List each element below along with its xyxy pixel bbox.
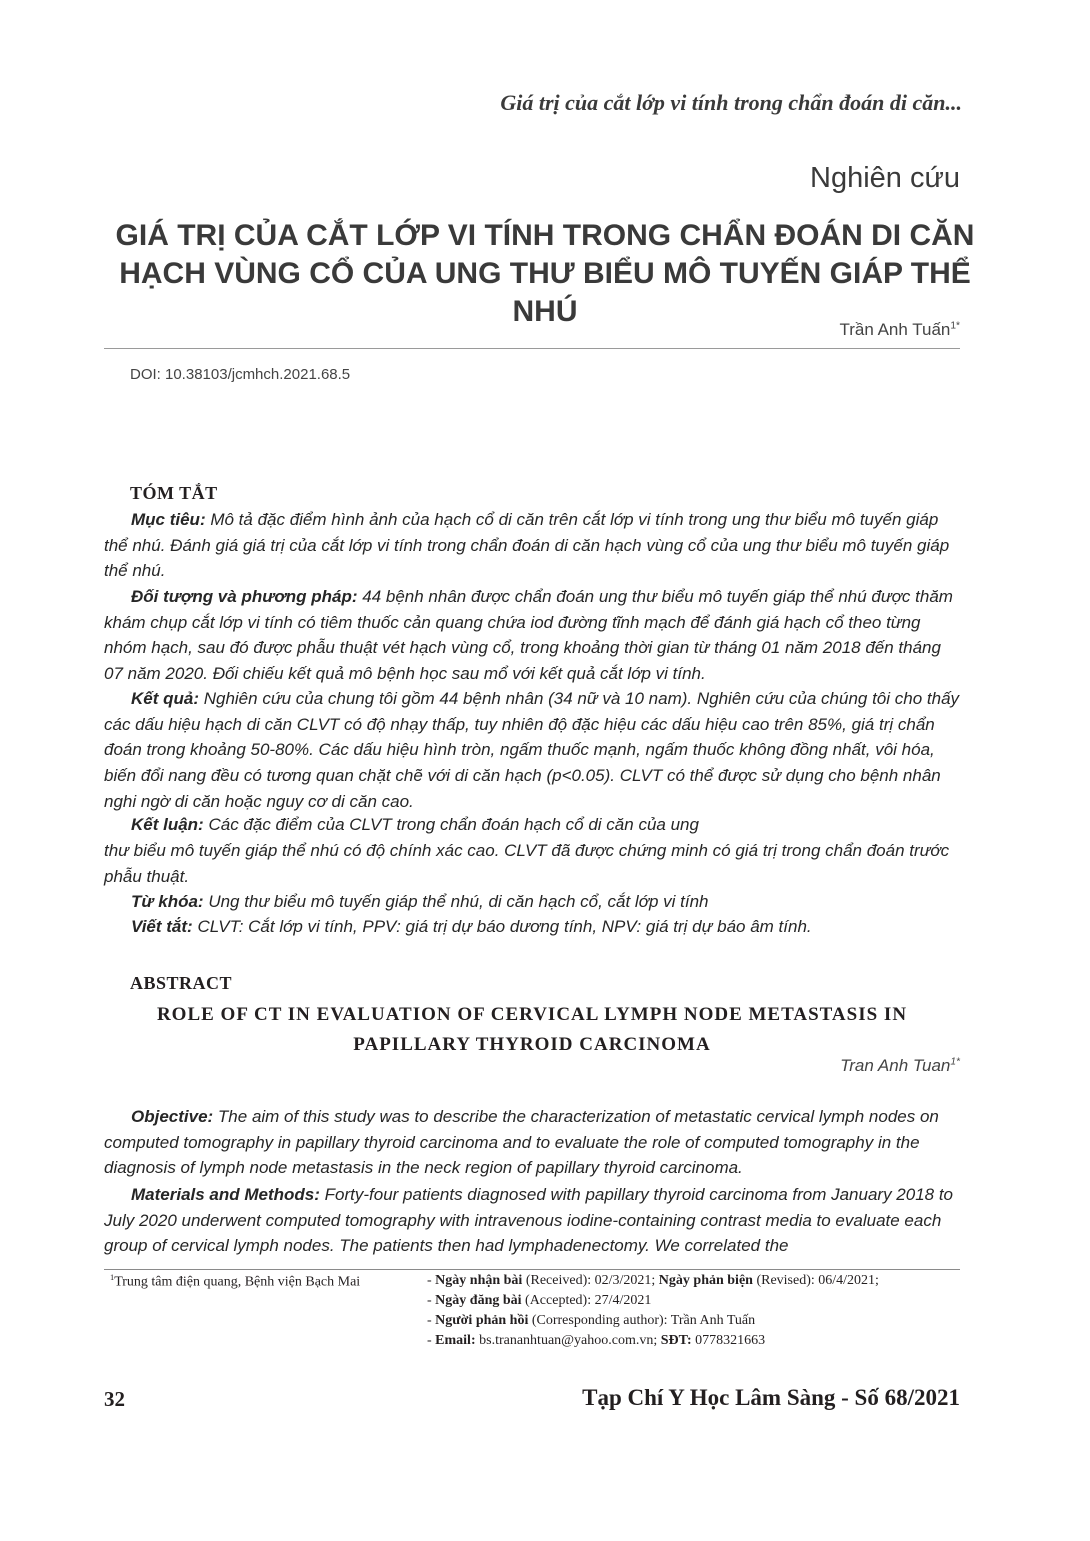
article-title-en <box>104 1000 960 1060</box>
footnote-dash: - <box>427 1333 436 1348</box>
doi: DOI: 10.38103/jcmhch.2021.68.5 <box>130 366 351 383</box>
paragraph-tu-khoa <box>104 889 960 915</box>
affiliation-sup: 1 <box>110 1273 115 1282</box>
running-header: Giá trị của cắt lớp vi tính trong chẩn đoán di căn... <box>500 90 962 115</box>
paragraph-viet-tat <box>104 914 960 940</box>
page-number: 32 <box>104 1387 125 1411</box>
title-en-line-1: ROLE OF CT IN EVALUATION OF CERVICAL LYMPH NODE METASTASIS IN <box>156 1004 908 1025</box>
muc-tieu-key: Mục tiêu: <box>131 510 206 529</box>
title-en-line-2: PAPILLARY THYROID CARCINOMA <box>353 1034 711 1055</box>
accepted-key: Ngày đăng bài <box>435 1293 522 1308</box>
received-key: Ngày nhận bài <box>435 1273 523 1288</box>
footnote-dash: - <box>427 1293 436 1308</box>
objective-text: The aim of this study was to describe the characterization of metastatic cervical lymph nodes on computed tomography in papillary thyroid carcinoma and to evaluate the role of computed tomography in the diagnosis of lymph node metastasis in the neck region of papillary thyroid carcinoma. <box>104 1107 939 1178</box>
corresponding-key: Người phản hồi <box>435 1313 529 1328</box>
author-vn <box>839 320 960 340</box>
muc-tieu-text: Mô tả đặc điểm hình ảnh của hạch cổ di căn trên cắt lớp vi tính trong ung thư biểu mô tuyến giáp thể nhú. Đánh giá giá trị của cắt lớp vi tính trong chẩn đoán di căn hạch vùng cổ của ung thư biểu mô tuyến giáp thể nhú. <box>104 510 950 581</box>
paragraph-ket-luan <box>104 812 960 838</box>
viet-tat-key: Viết tắt: <box>131 917 193 936</box>
viet-tat-text: CLVT: Cắt lớp vi tính, PPV: giá trị dự báo dương tính, NPV: giá trị dự báo âm tính. <box>192 917 812 936</box>
methods-key: Materials and Methods: <box>131 1185 320 1204</box>
ket-luan-key: Kết luận: <box>131 815 204 834</box>
phone-text: 0778321663 <box>691 1333 766 1348</box>
title-vn-line-1: GIÁ TRỊ CỦA CẮT LỚP VI TÍNH TRONG CHẨN ĐOÁN DI CĂN <box>115 219 975 252</box>
footnote-accepted <box>427 1293 651 1309</box>
revised-text: (Revised): 06/4/2021; <box>752 1273 879 1288</box>
journal-name: Tạp Chí Y Học Lâm Sàng - Số 68/2021 <box>582 1385 960 1410</box>
paragraph-methods <box>104 1182 960 1259</box>
article-title-vn <box>100 217 990 331</box>
objective-key: Objective: <box>131 1107 214 1126</box>
ket-qua-text: Nghiên cứu của chung tôi gồm 44 bệnh nhân (34 nữ và 10 nam). Nghiên cứu của chúng tôi cho thấy các dấu hiệu hạch di căn CLVT có độ nhạy thấp, tuy nhiên độ đặc hiệu các dấu hiệu cao trên 85%, giá trị chẩn đoán trong khoảng 50-80%. Các dấu hiệu hình tròn, ngấm thuốc mạnh, ngấm thuốc không đồng nhất, vôi hóa, biến đổi nang đều có tương quan chặt chẽ với di căn hạch (p<0.05). CLVT có thể được sử dụng cho bệnh nhân nghi ngờ di căn hoặc nguy cơ di căn cao. <box>104 689 960 811</box>
email-text: bs.trananhtuan@yahoo.com.vn; <box>475 1333 661 1348</box>
author-vn-name: Trần Anh Tuấn <box>839 320 951 339</box>
ket-luan-text: Các đặc điểm của CLVT trong chẩn đoán hạch cổ di căn của ung <box>203 815 699 834</box>
doi-tuong-key: Đối tượng và phương pháp: <box>131 587 358 606</box>
doi-tuong-text: 44 bệnh nhân được chẩn đoán ung thư biểu mô tuyến giáp thể nhú được thăm khám chụp cắt lớp vi tính có tiêm thuốc cản quang chứa iod đường tĩnh mạch để đánh giá hạch cổ theo từng nhóm hạch, sau đó được phẫu thuật vét hạch vùng cổ, trong khoảng thời gian từ tháng 01 năm 2018 đến tháng 07 năm 2020. Đối chiếu kết quả mô bệnh học sau mổ với kết quả cắt lớp vi tính. <box>104 587 953 684</box>
affiliation-footnote <box>110 1273 360 1291</box>
phone-key: SĐT: <box>660 1333 692 1348</box>
received-text: (Received): 02/3/2021; <box>522 1273 659 1288</box>
footnote-dates <box>427 1273 879 1289</box>
paragraph-ket-luan-cont: thư biểu mô tuyến giáp thể nhú có độ chính xác cao. CLVT đã được chứng minh có giá trị trong chẩn đoán trước phẫu thuật. <box>104 841 950 886</box>
paragraph-objective <box>104 1104 960 1181</box>
tomtat-heading: TÓM TẮT <box>130 483 218 503</box>
section-label: Nghiên cứu <box>810 162 960 194</box>
footnote-rule <box>104 1269 960 1270</box>
footnote-corresponding <box>427 1313 755 1329</box>
revised-key: Ngày phản biện <box>658 1273 753 1288</box>
methods-text: Forty-four patients diagnosed with papillary thyroid carcinoma from January 2018 to July 2020 underwent computed tomography with intravenous iodine-containing contrast media to evaluate each group of cervical lymph nodes. The patients then had lymphadenectomy. We correlated the <box>104 1185 954 1256</box>
accepted-text: (Accepted): 27/4/2021 <box>521 1293 652 1308</box>
header-rule <box>104 348 960 349</box>
abstract-heading: ABSTRACT <box>130 973 233 993</box>
affiliation-text: Trung tâm điện quang, Bệnh viện Bạch Mai <box>114 1274 361 1290</box>
paragraph-doi-tuong <box>104 584 960 687</box>
author-vn-sup: 1* <box>950 320 960 332</box>
ket-qua-key: Kết quả: <box>131 689 199 708</box>
author-en-name: Tran Anh Tuan <box>840 1056 951 1075</box>
author-en <box>840 1056 960 1076</box>
tu-khoa-key: Từ khóa: <box>131 892 204 911</box>
title-vn-line-2: HẠCH VÙNG CỔ CỦA UNG THƯ BIỂU MÔ TUYẾN GIÁP THỂ NHÚ <box>119 257 971 328</box>
footnote-dash: - <box>427 1313 436 1328</box>
corresponding-text: (Corresponding author): Trần Anh Tuấn <box>528 1313 756 1328</box>
paragraph-muc-tieu <box>104 507 960 584</box>
tu-khoa-text: Ung thư biểu mô tuyến giáp thể nhú, di căn hạch cổ, cắt lớp vi tính <box>203 892 709 911</box>
footnote-dash: - <box>427 1273 436 1288</box>
email-key: Email: <box>435 1333 476 1348</box>
author-en-sup: 1* <box>950 1056 960 1068</box>
paragraph-ket-qua <box>104 686 960 815</box>
footnote-contact <box>427 1333 765 1349</box>
